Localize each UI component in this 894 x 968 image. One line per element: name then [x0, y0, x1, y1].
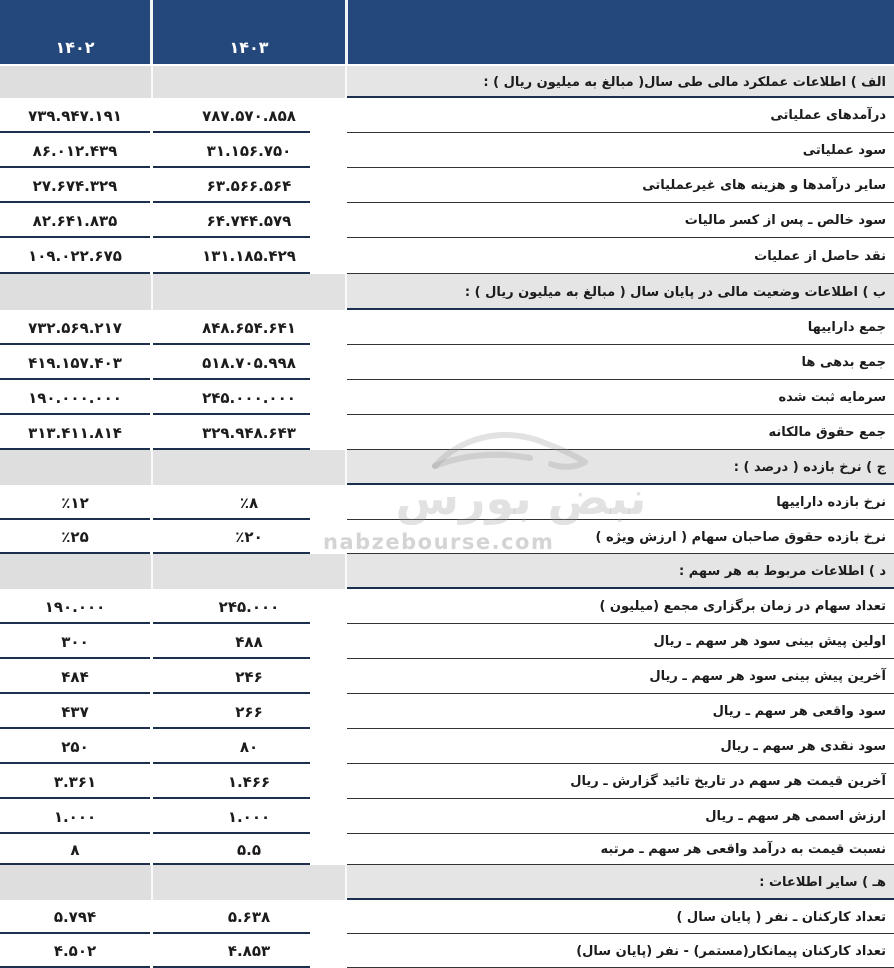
row-label: تعداد سهام در زمان برگزاری مجمع (میلیون ): [599, 599, 886, 614]
table-row: [0, 834, 894, 865]
section-title: ج ) نرخ بازده ( درصد ) :: [733, 460, 886, 475]
value-1403: ۲۴۶: [235, 667, 263, 686]
row-label: سایر درآمدها و هزینه های غیرعملیاتی: [642, 178, 886, 193]
column-header-1403: ۱۴۰۳: [229, 38, 269, 57]
row-label: درآمدهای عملیاتی: [770, 108, 886, 123]
column-header-1402: ۱۴۰۲: [55, 38, 95, 57]
table-header: [0, 0, 894, 64]
value-1402: ۴۳۷: [61, 702, 89, 721]
value-1402: ۲۵۰: [61, 737, 89, 756]
section-title: هـ ) سایر اطلاعات :: [759, 875, 886, 890]
value-1403: ۴.۸۵۳: [227, 942, 271, 960]
section-header: [0, 450, 894, 485]
row-label: سود خالص ـ پس از کسر مالیات: [684, 213, 886, 228]
table-row: [0, 764, 894, 799]
row-label: آخرین قیمت هر سهم در تاریخ تائید گزارش ـ ریال: [570, 774, 886, 789]
section-header: [0, 66, 894, 98]
value-1402: ۱۹۰.۰۰۰.۰۰۰: [28, 388, 122, 407]
value-1402: ۳۰۰: [61, 632, 89, 651]
table-row: [0, 98, 894, 133]
value-1403: ۵.۶۳۸: [227, 908, 271, 926]
row-label: نقد حاصل از عملیات: [754, 248, 886, 264]
value-1403: ۳۲۹.۹۴۸.۶۴۳: [202, 423, 296, 442]
row-label: اولین پیش بینی سود هر سهم ـ ریال: [653, 634, 886, 649]
value-1403: ۱.۴۶۶: [227, 772, 271, 791]
value-1402: ۵.۷۹۴: [53, 908, 97, 926]
value-1402: ۲۷.۶۷۴.۳۲۹: [32, 176, 118, 195]
row-label: جمع داراییها: [807, 320, 886, 335]
value-1402: ۴.۵۰۲: [53, 942, 97, 960]
value-1403: ۸۰: [239, 737, 259, 756]
table-row: [0, 934, 894, 968]
value-1402: ۷۳۹.۹۴۷.۱۹۱: [28, 106, 122, 125]
section-title: الف ) اطلاعات عملکرد مالی طی سال( مبالغ به میلیون ریال ) :: [483, 74, 886, 90]
value-1403: ۴۸۸: [235, 632, 263, 651]
row-label: تعداد کارکنان ـ نفر ( پایان سال ): [676, 909, 886, 925]
row-label: ارزش اسمی هر سهم ـ ریال: [705, 809, 886, 824]
table-row: [0, 799, 894, 834]
row-label: آخرین پیش بینی سود هر سهم ـ ریال: [649, 669, 886, 684]
value-1402: ۳۱۳.۴۱۱.۸۱۴: [28, 423, 122, 442]
row-label: سود واقعی هر سهم ـ ریال: [712, 704, 886, 719]
row-label: تعداد کارکنان پیمانکار(مستمر) - نفر (پایان سال): [576, 943, 886, 959]
section-header: [0, 274, 894, 310]
table-row: [0, 589, 894, 624]
table-row: [0, 203, 894, 238]
value-1402: ۸۶.۰۱۲.۴۳۹: [32, 141, 118, 160]
value-1402: ۷۳۲.۵۶۹.۲۱۷: [28, 318, 122, 337]
value-1403: ٪۸: [239, 493, 259, 512]
section-title: د ) اطلاعات مربوط به هر سهم :: [679, 564, 886, 579]
row-label: سرمایه ثبت شده: [778, 390, 886, 405]
value-1402: ۴۱۹.۱۵۷.۴۰۳: [28, 353, 122, 372]
value-1403: ۲۴۵.۰۰۰.۰۰۰: [202, 388, 296, 407]
value-1403: ۵۱۸.۷۰۵.۹۹۸: [202, 353, 296, 372]
section-header: [0, 865, 894, 900]
row-label: جمع بدهی ها: [801, 355, 886, 370]
row-label: سود نقدی هر سهم ـ ریال: [720, 739, 886, 754]
table-row: [0, 624, 894, 659]
table-row: [0, 729, 894, 764]
table-row: [0, 380, 894, 415]
row-label: جمع حقوق مالکانه: [768, 425, 886, 440]
value-1402: ۱۰۹.۰۲۲.۶۷۵: [28, 247, 122, 265]
value-1402: ٪۲۵: [61, 528, 89, 546]
value-1402: ۱۹۰.۰۰۰: [44, 597, 106, 616]
watermark-logo-text: نبض بورس: [395, 471, 647, 525]
table-row: [0, 520, 894, 554]
value-1403: ۲۴۵.۰۰۰: [218, 597, 280, 616]
value-1403: ۵.۵: [236, 840, 261, 859]
value-1403: ۶۴.۷۴۴.۵۷۹: [206, 211, 292, 230]
row-label: نسبت قیمت به درآمد واقعی هر سهم ـ مرتبه: [600, 842, 886, 857]
section-header: [0, 554, 894, 589]
value-1403: ۷۸۷.۵۷۰.۸۵۸: [202, 106, 296, 125]
table-row: [0, 900, 894, 934]
watermark-url: nabzebourse.com: [323, 530, 555, 554]
value-1403: ۸۴۸.۶۵۴.۶۴۱: [202, 318, 296, 337]
value-1402: ٪۱۲: [61, 493, 89, 512]
value-1403: ٪۲۰: [235, 528, 263, 546]
section-title: ب ) اطلاعات وضعیت مالی در پایان سال ( مبالغ به میلیون ریال ) :: [464, 284, 886, 300]
table-row: [0, 310, 894, 345]
value-1402: ۸۲.۶۴۱.۸۳۵: [32, 211, 118, 230]
value-1402: ۳.۳۶۱: [53, 772, 97, 791]
value-1403: ۲۶۶: [235, 702, 263, 721]
table-row: [0, 345, 894, 380]
table-row: [0, 133, 894, 168]
value-1402: ۱.۰۰۰: [53, 807, 97, 826]
value-1403: ۱۳۱.۱۸۵.۴۲۹: [202, 247, 296, 265]
row-label: نرخ بازده داراییها: [776, 495, 886, 510]
table-row: [0, 485, 894, 520]
value-1403: ۱.۰۰۰: [227, 807, 271, 826]
table-row: [0, 694, 894, 729]
table-row: [0, 238, 894, 274]
table-row: [0, 168, 894, 203]
row-label: سود عملیاتی: [802, 143, 886, 158]
value-1402: ۸: [70, 840, 80, 859]
value-1403: ۳۱.۱۵۶.۷۵۰: [206, 141, 292, 160]
table-row: [0, 415, 894, 450]
table-row: [0, 659, 894, 694]
value-1402: ۴۸۴: [61, 667, 89, 686]
value-1403: ۶۳.۵۶۶.۵۶۴: [206, 176, 292, 195]
row-label: نرخ بازده حقوق صاحبان سهام ( ارزش ویژه ): [595, 529, 886, 545]
